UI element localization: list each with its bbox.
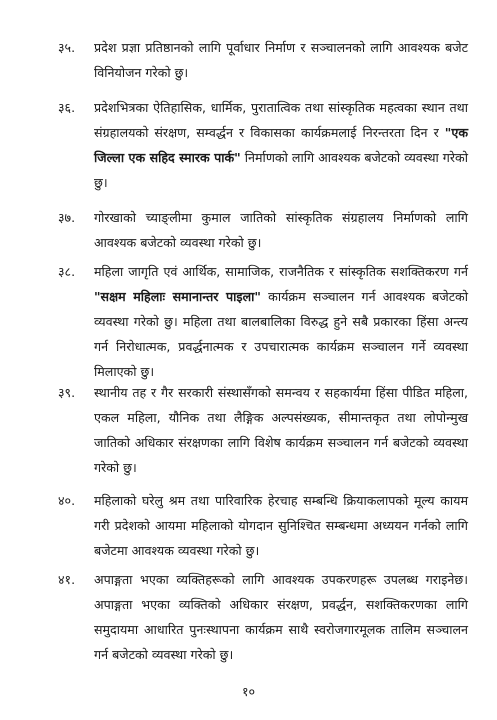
paragraph-number: ३५. (58, 40, 76, 55)
bold-program-name: "सक्षम महिलाः समानान्तर पाइला" (94, 289, 261, 304)
paragraph-number: ३६. (58, 100, 76, 115)
paragraph-36 (58, 95, 468, 195)
paragraph-37 (58, 205, 468, 255)
paragraph-number: ४१. (58, 572, 76, 587)
paragraph-text-segment: महिला जागृति एवं आर्थिक, सामाजिक, राजनैतिक र सांस्कृतिक सशक्तिकरण गर्न (94, 264, 468, 279)
page-number: १० (241, 684, 256, 699)
paragraph-text-segment: स्थानीय तह र गैर सरकारी संस्थासँगको समन्वय र सहकार्यमा हिंसा पीडित महिला, एकल महिला, यौनिक तथा लैङ्गिक अल्पसंख्यक, सीमान्तकृत तथा लोपोन्मुख जातिको अधिकार संरक्षणका लागि विशेष कार्यक्रम सञ्चालन गर्न बजेटको व्यवस्था गरेको छु। (94, 385, 468, 475)
paragraph-text-segment: अपाङ्गता भएका व्यक्तिहरूको लागि आवश्यक उपकरणहरू उपलब्ध गराइनेछ। अपाङ्गता भएका व्यक्तिको अधिकार संरक्षण, प्रवर्द्धन, सशक्तिकरणका लागि समुदायमा आधारित पुनःस्थापना कार्यक्रम साथै स्वरोजगारमूलक तालिम सञ्चालन गर्न बजेटको व्यवस्था गरेको छु। (94, 572, 468, 662)
paragraph-text (94, 380, 468, 480)
paragraph-number: ३८. (58, 264, 76, 279)
paragraph-text (94, 35, 468, 85)
paragraph-38 (58, 259, 468, 384)
paragraph-41 (58, 567, 468, 667)
paragraph-text-segment: महिलाको घरेलु श्रम तथा पारिवारिक हेरचाह सम्बन्धि क्रियाकलापको मूल्य कायम गरी प्रदेशको आयमा महिलाको योगदान सुनिश्चित सम्बन्धमा अध्ययन गर्नको लागि बजेटमा आवश्यक व्यवस्था गरेको छु। (94, 493, 468, 558)
paragraph-text-segment: प्रदेश प्रज्ञा प्रतिष्ठानको लागि पूर्वाधार निर्माण र सञ्चालनको लागि आवश्यक बजेट विनियोजन गरेको छु। (94, 40, 468, 80)
paragraph-number: ४०. (58, 493, 76, 508)
paragraph-text (94, 567, 468, 667)
paragraph-text (94, 488, 468, 563)
paragraph-35 (58, 35, 468, 85)
paragraph-number: ३९. (58, 385, 76, 400)
paragraph-text-segment: गोरखाको च्याङ्लीमा कुमाल जातिको सांस्कृतिक संग्रहालय निर्माणको लागि आवश्यक बजेटको व्यवस्था गरेको छु। (94, 210, 468, 250)
paragraph-40 (58, 488, 468, 563)
bold-program-name: "एक जिल्ला एक सहिद स्मारक पार्क" (94, 125, 468, 165)
paragraph-number: ३७. (58, 210, 76, 225)
paragraph-text (94, 95, 468, 195)
paragraph-text (94, 205, 468, 255)
paragraph-text-segment: प्रदेशभित्रका ऐतिहासिक, धार्मिक, पुरातात्विक तथा सांस्कृतिक महत्वका स्थान तथा संग्रहालयको संरक्षण, सम्वर्द्धन र विकासका कार्यक्रमलाई निरन्तरता दिन र (94, 100, 468, 140)
paragraph-39 (58, 380, 468, 480)
paragraph-text-segment: निर्माणको लागि आवश्यक बजेटको व्यवस्था गरेको छु। (94, 150, 468, 190)
paragraph-text-segment: कार्यक्रम सञ्चालन गर्न आवश्यक बजेटको व्यवस्था गरेको छु। महिला तथा बालबालिका विरुद्ध हुने सबै प्रकारका हिंसा अन्त्य गर्न निरोधात्मक, प्रवर्द्धनात्मक र उपचारात्मक कार्यक्रम सञ्चालन गर्ने व्यवस्था मिलाएको छु। (94, 289, 468, 379)
paragraph-text (94, 259, 468, 384)
